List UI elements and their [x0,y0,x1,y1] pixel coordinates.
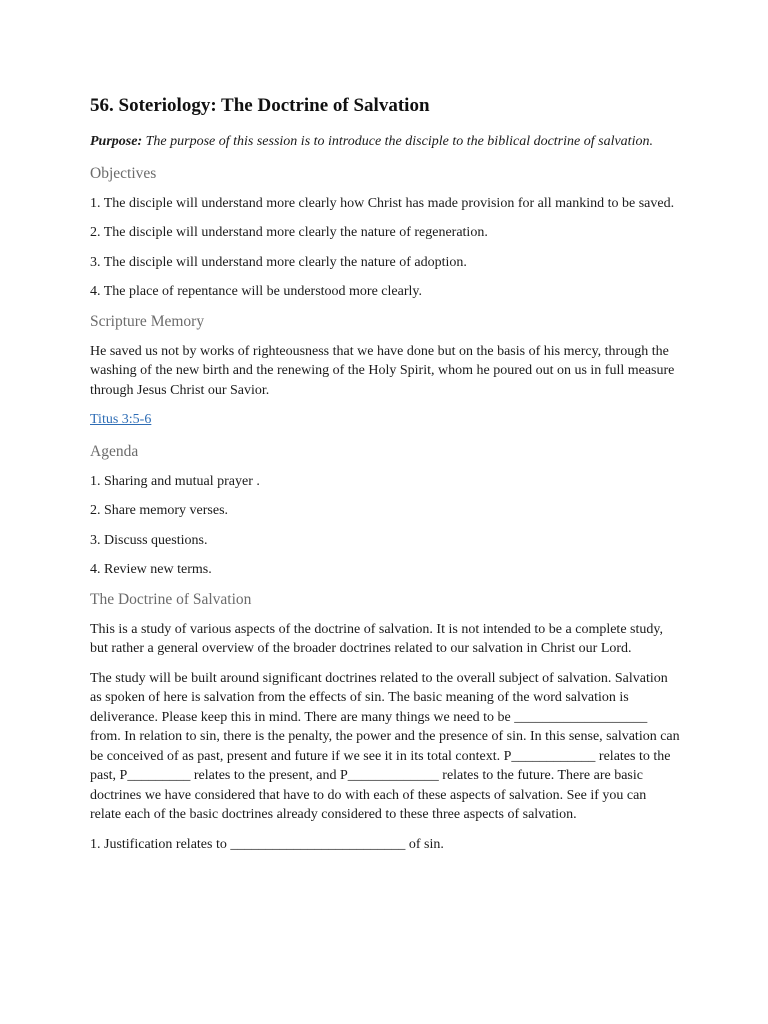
purpose-paragraph [90,132,680,152]
doctrine-paragraph-3: 1. Justification relates to _________________________ of sin. [90,836,444,852]
objective-item-4: 4. The place of repentance will be understood more clearly. [90,284,422,299]
scripture-memory-heading: Scripture Memory [90,312,205,330]
objective-item-1: 1. The disciple will understand more clearly how Christ has made provision for all mankind to be saved. [90,195,675,211]
objective-item-3: 3. The disciple will understand more clearly the nature of adoption. [90,254,467,270]
doctrine-paragraph-2: The study will be built around significant doctrines related to the overall subject of salvation. Salvation as spoken of here is salvation from the effects of sin. The basic meaning of the word salvation is deliverance. Please keep this in mind. There are many things we need to be ___________________ from. In relation to sin, there is the penalty, the power and the presence of sin. In this sense, salvation can be conceived of as past, present and future if we see it in its total context. P____________ relates to the past, P_________ relates to the present, and P_____________ relates to the future. There are basic doctrines we have considered that have to do with each of these aspects of salvation. See if you can relate each of the basic doctrines already considered to these three aspects of salvation. [90,670,680,822]
page-title: 56. Soteriology: The Doctrine of Salvation [90,95,430,116]
agenda-item-3: 3. Discuss questions. [90,532,208,548]
scripture-reference-link[interactable]: Titus 3:5-6 [90,412,152,427]
doctrine-paragraph-1: This is a study of various aspects of the doctrine of salvation. It is not intended to be a complete study, but rather a general overview of the broader doctrines related to our salvation in Christ our Lord. [90,621,663,656]
agenda-item-4: 4. Review new terms. [90,562,212,577]
scripture-reference-line [90,410,680,430]
agenda-item-1: 1. Sharing and mutual prayer . [90,473,260,489]
agenda-item-2: 2. Share memory verses. [90,503,229,518]
purpose-text: The purpose of this session is to introduce the disciple to the biblical doctrine of salvation. [145,134,653,149]
objectives-heading: Objectives [90,164,157,182]
agenda-heading: Agenda [90,442,139,460]
doctrine-heading: The Doctrine of Salvation [90,590,252,608]
objective-item-2: 2. The disciple will understand more clearly the nature of regeneration. [90,225,488,240]
scripture-memory-text: He saved us not by works of righteousness that we have done but on the basis of his mercy, through the washing of the new birth and the renewing of the Holy Spirit, whom he poured out on us in full measure through Jesus Christ our Savior. [90,343,675,398]
purpose-label: Purpose: [90,134,143,149]
